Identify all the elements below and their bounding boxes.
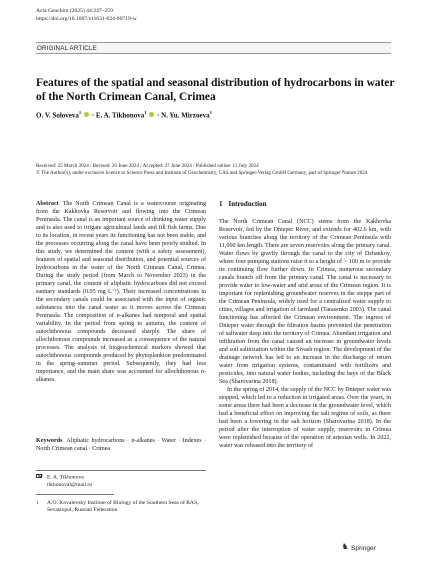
publisher-logo (342, 545, 376, 552)
author-list (36, 110, 212, 119)
keywords-label: Keywords (36, 438, 63, 444)
envelope-icon (36, 474, 42, 478)
author-affiliation-mark: 1 (209, 110, 212, 115)
copyright-notice: © The Author(s), under exclusive licence to Science Press and Institute of Geochemistry, CAS and Springer-Verlag GmbH Germany, part of Springer Nature 2024 (36, 169, 368, 176)
journal-citation: Acta Geochim (2025) 44:247–259 (36, 8, 113, 14)
author-separator: · (157, 111, 160, 120)
paragraph: In the spring of 2014, the supply of the NCC by Dnieper water was stopped, which led to a reduction in irrigated areas. Over the years, in some areas there had been a decrease in the groundwater level, which had a beneficial effect on improving the salt regime of soils, as there had been a lowering in the salt horizon (Sharovarina 2018). In the period after the interruption of water supply, reservoirs in Crimea were replenished because of the operation of artesian wells. In 2022, water was released into the territory of (219, 387, 391, 449)
author-name[interactable]: N. Yu. Mirzoeva (161, 111, 210, 120)
section-heading-introduction (219, 200, 267, 208)
article-type-bar (36, 42, 391, 54)
corresponding-author: E. A. Tikhonova (47, 474, 84, 481)
affiliation-number: 1 (36, 501, 39, 506)
paper-title: Features of the spatial and seasonal distribution of hydrocarbons in water of the North Crimean Canal, Crimea (36, 77, 395, 103)
abstract-label: Abstract (36, 201, 59, 207)
section-number: 1 (219, 200, 223, 208)
paragraph: The North Crimean Canal (NCC) stems from the Kakhovka Reservoir, fed by the Dnieper River, and extends for 402.6 km, with various branches along the territory of the Crimean Peninsula with 11,000 km length. There are seven reservoirs along the primary canal. Water flows by gravity through the canal to the city of Dzhankoy, where four pumping stations raise it to a height of > 100 m to provide its continuing flow further down. In Crimea, numerous secondary canals branch off from the primary canal. The canal is necessary to provide water to low-water and arid areas of the Crimean region. It is important for replenishing groundwater reserves in the steppe part of the Crimean Peninsula, widely used for a centralized water supply to cities, villages and irrigation of farmland (Tarasenko 2003). The canal functioning has affected the Crimean environment. The ingress of Dnieper water through the filtration basins prevented the penetration of saltwater deep into the territory of Crimea. Abundant irrigation and infiltration from the canal caused an increase in groundwater levels and soil salinization within the Sivash region. The development of the drainage network has led to an increase in the discharge of return water from irrigation systems, contaminated with fertilizers and pesticides, into natural water bodies, including the bays of the Black Sea (Sharovarina 2018). (219, 219, 391, 385)
affiliation-divider (36, 494, 114, 495)
publication-dates (36, 163, 396, 177)
author-separator: · (91, 111, 95, 120)
author-affiliation-mark: 1 (144, 110, 147, 115)
section-title: Introduction (228, 200, 267, 208)
orcid-icon[interactable] (84, 112, 89, 117)
affiliation (36, 500, 206, 514)
article-type-label: ORIGINAL ARTICLE (37, 44, 97, 52)
springer-horse-icon (342, 545, 349, 552)
doi-link[interactable]: https://doi.org/10.1007/s11631-024-00719-w (36, 15, 137, 22)
publisher-name: Springer (351, 545, 376, 552)
corresponding-email[interactable]: tikhonoval@mail.ru (47, 481, 93, 488)
abstract-text: The North Crimean Canal is a watercourse originating from the Kakhovka Reservoir and flowing into the Crimean Peninsula. The canal is an important source of drinking water supply and is also used to irrigate agricultural lands and fill fish farms. Due to its location, in recent years its functioning has not been stable, and the processes occurring along the canal have been poorly studied. In this study, we determined the content (with a safety assessment), features of spatial and seasonal distribution, and potential sources of hydrocarbons in the water of the North Crimean Canal, Crimea. During the study period (from March to November 2023) in the primary canal, the content of aliphatic hydrocarbons did not exceed sanitary standards (0.05 mg L⁻¹). Their increased concentrations in the secondary canals could be associated with the input of organic substances into the canal water as it moves across the Crimean Peninsula. The composition of n-alkanes had temporal and spatial variability. In the period from spring to autumn, the content of autochthonous compounds decreased sharply. The share of allochthonous compounds increased as a consequence of the natural processes. The analysis of biogeochemical markers showed that autochthonous compounds produced by phytoplankton predominated in the spring–summer period. Subsequently, they had less importance, and the main share was accounted for allochthonous n-alkanes. (36, 201, 206, 383)
introduction-body (219, 218, 391, 450)
footnote-divider (36, 470, 206, 471)
journal-header (36, 8, 137, 23)
history-dates: Received: 25 March 2024 / Revised: 26 June 2024 / Accepted: 27 June 2024 / Published online: 11 July 2024 (36, 163, 259, 169)
orcid-icon[interactable] (149, 112, 154, 117)
author-name[interactable]: O. V. Soloveva (36, 111, 79, 120)
author-affiliation-mark: 1 (78, 110, 82, 115)
keywords (36, 437, 206, 453)
affiliation-text: A.O. Kovalevsky Institute of Biology of the Southern Seas of RAS, Sevastopol, Russian Federation (47, 500, 199, 514)
author-name[interactable]: E. A. Tikhonova (95, 111, 145, 120)
correspondence (36, 474, 92, 489)
abstract (36, 200, 206, 384)
keywords-text: Aliphatic hydrocarbons · n-alkanes · Water · Indexes · North Crimean canal · Crimea (36, 438, 206, 452)
